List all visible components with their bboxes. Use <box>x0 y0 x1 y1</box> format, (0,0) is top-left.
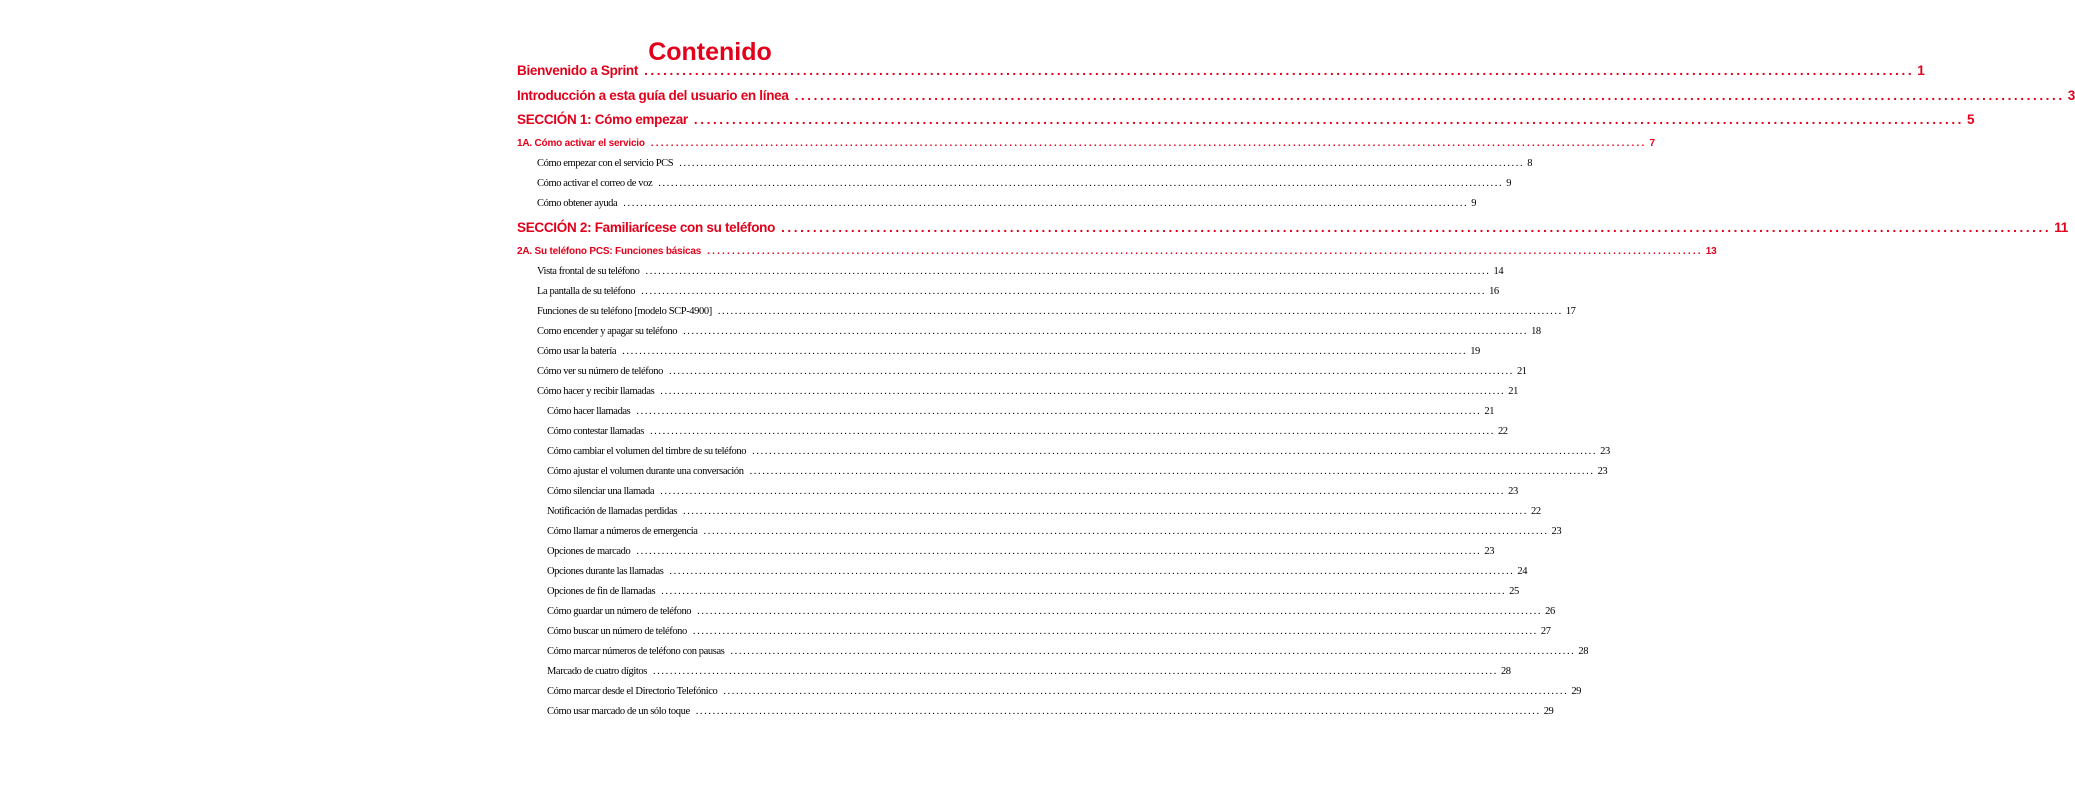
toc-entry-page-number: 26 <box>1545 606 1555 617</box>
toc-entry-label: SECCIÓN 2: Familiarícese con su teléfono <box>517 220 776 235</box>
toc-entry-label: Notificación de llamadas perdidas <box>547 506 677 517</box>
toc-entry-label: 1A. Cómo activar el servicio <box>517 138 645 149</box>
toc-entry-page-number: 19 <box>1470 346 1480 357</box>
toc-entry[interactable] <box>547 666 1511 677</box>
dot-leader: ........................................................................................................................................................................................................ <box>623 198 1469 209</box>
toc-entry[interactable] <box>537 286 1499 297</box>
dot-leader: ........................................................................................................................................................................................................ <box>641 286 1487 297</box>
toc-entry[interactable] <box>547 526 1562 537</box>
toc-entry-page-number: 29 <box>1543 706 1554 717</box>
dot-leader: ........................................................................................................................................................................................................ <box>652 666 1498 677</box>
toc-entry-page-number: 21 <box>1484 406 1495 417</box>
toc-entry[interactable] <box>547 466 1608 477</box>
toc-entry-label: Cómo silenciar una llamada <box>547 486 655 497</box>
toc-entry-page-number: 21 <box>1508 386 1518 397</box>
toc-entry[interactable] <box>537 386 1518 397</box>
toc-entry-page-number: 14 <box>1493 266 1504 277</box>
toc-entry-page-number: 23 <box>1551 526 1562 537</box>
toc-entry-page-number: 23 <box>1600 446 1610 457</box>
toc-entry-page-number: 21 <box>1516 366 1527 377</box>
dot-leader: ........................................................................................................................................................................................................ <box>669 566 1515 577</box>
toc-entry-label: Cómo marcar desde el Directorio Telefónico <box>547 686 718 697</box>
dot-leader: ........................................................................................................................................................................................................ <box>636 406 1482 417</box>
toc-entry-label: Cómo activar el correo de voz <box>537 178 653 189</box>
toc-entry-page-number: 23 <box>1484 546 1495 557</box>
toc-entry-page-number: 13 <box>1705 246 1717 257</box>
toc-entry[interactable] <box>547 706 1554 717</box>
dot-leader: ........................................................................................................................................................................................................ <box>752 446 1598 457</box>
dot-leader: ........................................................................................................................................................................................................ <box>695 706 1541 717</box>
toc-entry-page-number: 9 <box>1471 198 1477 209</box>
dot-leader: ........................................................................................................................................................................................................ <box>683 326 1529 337</box>
toc-entry-page-number: 18 <box>1531 326 1541 337</box>
dot-leader: ........................................................................................................................................................................................................ <box>794 88 2065 103</box>
toc-entry[interactable] <box>537 326 1541 337</box>
toc-entry-label: Cómo ajustar el volumen durante una conversación <box>547 466 744 477</box>
toc-entry-page-number: 27 <box>1540 626 1551 637</box>
toc-entry-page-number: 5 <box>1967 112 1975 127</box>
toc-entry-page-number: 9 <box>1506 178 1512 189</box>
dot-leader: ........................................................................................................................................................................................................ <box>636 546 1482 557</box>
toc-entry-label: Cómo guardar un número de teléfono <box>547 606 692 617</box>
toc-entry[interactable] <box>537 266 1504 277</box>
toc-entry-page-number: 28 <box>1500 666 1511 677</box>
toc-entry-label: Introducción a esta guía del usuario en línea <box>517 88 789 103</box>
toc-entry-page-number: 29 <box>1571 686 1582 697</box>
dot-leader: ........................................................................................................................................................................................................ <box>693 112 1965 127</box>
toc-entry-page-number: 23 <box>1597 466 1608 477</box>
toc-entry-page-number: 22 <box>1497 426 1508 437</box>
toc-entry[interactable] <box>537 158 1533 169</box>
dot-leader: ........................................................................................................................................................................................................ <box>749 466 1595 477</box>
toc-entry[interactable] <box>537 198 1477 209</box>
dot-leader: ........................................................................................................................................................................................................ <box>660 486 1506 497</box>
toc-entry-label: Marcado de cuatro dígitos <box>547 666 647 677</box>
toc-entry-page-number: 28 <box>1578 646 1589 657</box>
toc-entry-label: Cómo cambiar el volumen del timbre de su teléfono <box>547 446 747 457</box>
toc-entry-label: Opciones durante las llamadas <box>547 566 664 577</box>
toc-entry-label: Cómo obtener ayuda <box>537 198 618 209</box>
toc-entry-label: Opciones de fin de llamadas <box>547 586 656 597</box>
dot-leader: ........................................................................................................................................................................................................ <box>658 178 1504 189</box>
toc-entry-label: Cómo empezar con el servicio PCS <box>537 158 674 169</box>
toc-entry[interactable] <box>517 63 1925 78</box>
dot-leader: ........................................................................................................................................................................................................ <box>717 306 1563 317</box>
dot-leader: ........................................................................................................................................................................................................ <box>682 506 1528 517</box>
toc-entry-page-number: 22 <box>1530 506 1541 517</box>
toc-entry-label: Cómo hacer llamadas <box>547 406 631 417</box>
toc-entry-page-number: 3 <box>2067 88 2075 103</box>
dot-leader: ........................................................................................................................................................................................................ <box>668 366 1514 377</box>
toc-entry-label: Opciones de marcado <box>547 546 631 557</box>
dot-leader: ........................................................................................................................................................................................................ <box>692 626 1538 637</box>
toc-entry[interactable] <box>547 426 1508 437</box>
toc-entry-label: Cómo ver su número de teléfono <box>537 366 663 377</box>
dot-leader: ........................................................................................................................................................................................................ <box>703 526 1549 537</box>
toc-entry[interactable] <box>537 366 1527 377</box>
toc-entry[interactable] <box>517 88 2075 103</box>
toc-entry-label: Bienvenido a Sprint <box>517 63 639 78</box>
toc-entry-page-number: 1 <box>1917 63 1925 78</box>
toc-entry-label: Cómo contestar llamadas <box>547 426 644 437</box>
toc-entry-label: Vista frontal de su teléfono <box>537 266 640 277</box>
toc-entry-page-number: 24 <box>1517 566 1528 577</box>
toc-entry[interactable] <box>547 506 1541 517</box>
toc-entry[interactable] <box>537 346 1480 357</box>
dot-leader: ........................................................................................................................................................................................................ <box>644 63 1915 78</box>
toc-entry[interactable] <box>547 626 1551 637</box>
toc-entry[interactable] <box>517 138 1655 149</box>
toc-entry[interactable] <box>547 606 1555 617</box>
toc-entry[interactable] <box>547 406 1495 417</box>
toc-entry[interactable] <box>547 686 1582 697</box>
toc-entry-page-number: 7 <box>1649 138 1655 149</box>
toc-entry-page-number: 25 <box>1509 586 1519 597</box>
toc-entry[interactable] <box>547 486 1518 497</box>
toc-entry[interactable] <box>537 306 1576 317</box>
toc-entry[interactable] <box>517 246 1717 257</box>
toc-entry-label: Cómo hacer y recibir llamadas <box>537 386 655 397</box>
toc-entry-page-number: 23 <box>1508 486 1518 497</box>
toc-entry[interactable] <box>537 178 1512 189</box>
dot-leader: ........................................................................................................................................................................................................ <box>707 246 1703 257</box>
toc-entry-page-number: 16 <box>1489 286 1499 297</box>
toc-entry[interactable] <box>517 220 2068 235</box>
dot-leader: ........................................................................................................................................................................................................ <box>697 606 1543 617</box>
toc-entry-page-number: 17 <box>1565 306 1576 317</box>
toc-entry-label: Cómo llamar a números de emergencia <box>547 526 698 537</box>
toc-entry-page-number: 11 <box>2054 220 2068 235</box>
toc-entry-label: 2A. Su teléfono PCS: Funciones básicas <box>517 246 702 257</box>
dot-leader: ........................................................................................................................................................................................................ <box>730 646 1576 657</box>
toc-entry[interactable] <box>547 586 1519 597</box>
toc-entry-label: La pantalla de su teléfono <box>537 286 636 297</box>
dot-leader: ........................................................................................................................................................................................................ <box>679 158 1525 169</box>
toc-entry-label: SECCIÓN 1: Cómo empezar <box>517 112 688 127</box>
dot-leader: ........................................................................................................................................................................................................ <box>650 138 1647 149</box>
toc-entry[interactable] <box>547 546 1495 557</box>
toc-entry[interactable] <box>547 646 1589 657</box>
dot-leader: ........................................................................................................................................................................................................ <box>622 346 1468 357</box>
dot-leader: ........................................................................................................................................................................................................ <box>723 686 1569 697</box>
page-title: Contenido <box>648 38 772 66</box>
dot-leader: ........................................................................................................................................................................................................ <box>649 426 1495 437</box>
toc-entry-label: Cómo usar marcado de un sólo toque <box>547 706 690 717</box>
toc-entry-page-number: 8 <box>1527 158 1533 169</box>
toc-entry-label: Como encender y apagar su teléfono <box>537 326 678 337</box>
toc-entry[interactable] <box>547 566 1528 577</box>
toc-entry[interactable] <box>517 112 1975 127</box>
toc-entry-label: Funciones de su teléfono [modelo SCP-4900] <box>537 306 712 317</box>
dot-leader: ........................................................................................................................................................................................................ <box>660 386 1506 397</box>
toc-entry-label: Cómo buscar un número de teléfono <box>547 626 687 637</box>
dot-leader: ........................................................................................................................................................................................................ <box>645 266 1491 277</box>
dot-leader: ........................................................................................................................................................................................................ <box>781 220 2052 235</box>
toc-entry[interactable] <box>547 446 1610 457</box>
toc-entry-label: Cómo usar la batería <box>537 346 617 357</box>
toc-entry-label: Cómo marcar números de teléfono con pausas <box>547 646 725 657</box>
dot-leader: ........................................................................................................................................................................................................ <box>661 586 1507 597</box>
